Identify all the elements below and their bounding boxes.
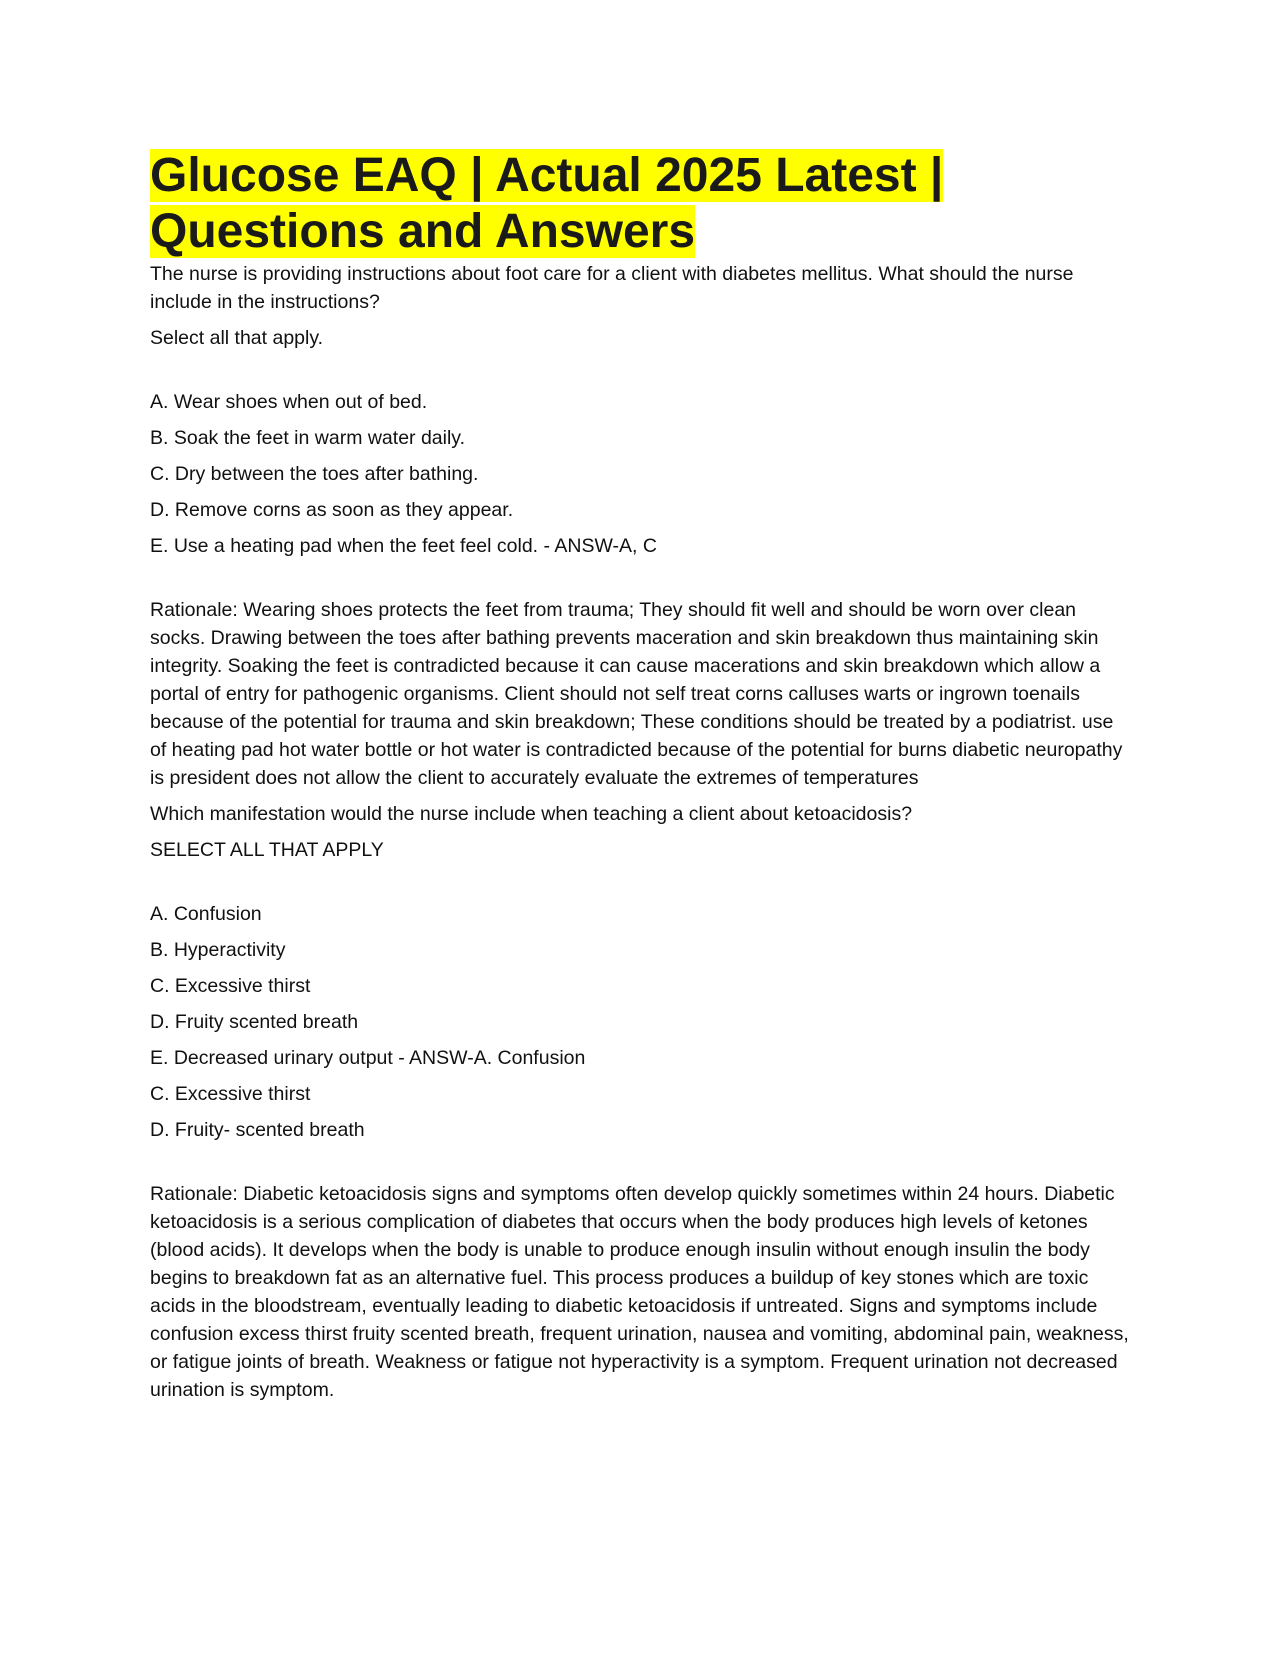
question-1-option-e: E. Use a heating pad when the feet feel cold. - ANSW-A, C — [150, 535, 657, 557]
question-1-option-c: C. Dry between the toes after bathing. — [150, 463, 479, 485]
question-1-option-d: D. Remove corns as soon as they appear. — [150, 499, 514, 521]
question-1-options — [150, 388, 1130, 560]
question-2-option-a: A. Confusion — [150, 903, 262, 925]
title-line-1: Glucose EAQ | Actual 2025 Latest | — [150, 149, 944, 202]
question-2-option-e: E. Decreased urinary output - ANSW-A. Confusion — [150, 1047, 586, 1069]
question-1-instruction: Select all that apply. — [150, 327, 324, 349]
question-1-option-a: A. Wear shoes when out of bed. — [150, 391, 428, 413]
question-2-option-b: B. Hyperactivity — [150, 939, 286, 961]
question-2-answer-c: C. Excessive thirst — [150, 1083, 311, 1105]
question-2-options — [150, 900, 1130, 1144]
question-1-text: The nurse is providing instructions about foot care for a client with diabetes mellitus. What should the nurse include in the instructions? — [150, 263, 1074, 313]
question-2-rationale: Rationale: Diabetic ketoacidosis signs and symptoms often develop quickly sometimes within 24 hours. Diabetic ketoacidosis is a serious complication of diabetes that occurs when the body produces high levels of ketones (blood acids). It develops when the body is unable to produce enough insulin without enough insulin the body begins to breakdown fat as an alternative fuel. This process produces a buildup of key stones which are toxic acids in the bloodstream, eventually leading to diabetic ketoacidosis if untreated. Signs and symptoms include confusion excess thirst fruity scented breath, frequent urination, nausea and vomiting, abdominal pain, weakness, or fatigue joints of breath. Weakness or fatigue not hyperactivity is a symptom. Frequent urination not decreased urination is symptom. — [150, 1183, 1129, 1401]
question-2-option-d: D. Fruity scented breath — [150, 1011, 359, 1033]
question-1-rationale: Rationale: Wearing shoes protects the feet from trauma; They should fit well and should be worn over clean socks. Drawing between the toes after bathing prevents maceration and skin breakdown thus maintaining skin integrity. Soaking the feet is contradicted because it can cause macerations and skin breakdown which allow a portal of entry for pathogenic organisms. Client should not self treat corns calluses warts or ingrown toenails because of the potential for trauma and skin breakdown; These conditions should be treated by a podiatrist. use of heating pad hot water bottle or hot water is contradicted because of the potential for burns diabetic neuropathy is president does not allow the client to accurately evaluate the extremes of temperatures — [150, 599, 1123, 789]
document-title — [150, 148, 1130, 260]
title-line-2: Questions and Answers — [150, 205, 696, 258]
question-2-option-c: C. Excessive thirst — [150, 975, 311, 997]
question-2-instruction: SELECT ALL THAT APPLY — [150, 839, 384, 861]
question-1-option-b: B. Soak the feet in warm water daily. — [150, 427, 466, 449]
document-page — [150, 148, 1130, 1404]
question-2-answer-d: D. Fruity- scented breath — [150, 1119, 365, 1141]
question-2-text: Which manifestation would the nurse include when teaching a client about ketoacidosis? — [150, 803, 913, 825]
document-body — [150, 260, 1130, 1404]
